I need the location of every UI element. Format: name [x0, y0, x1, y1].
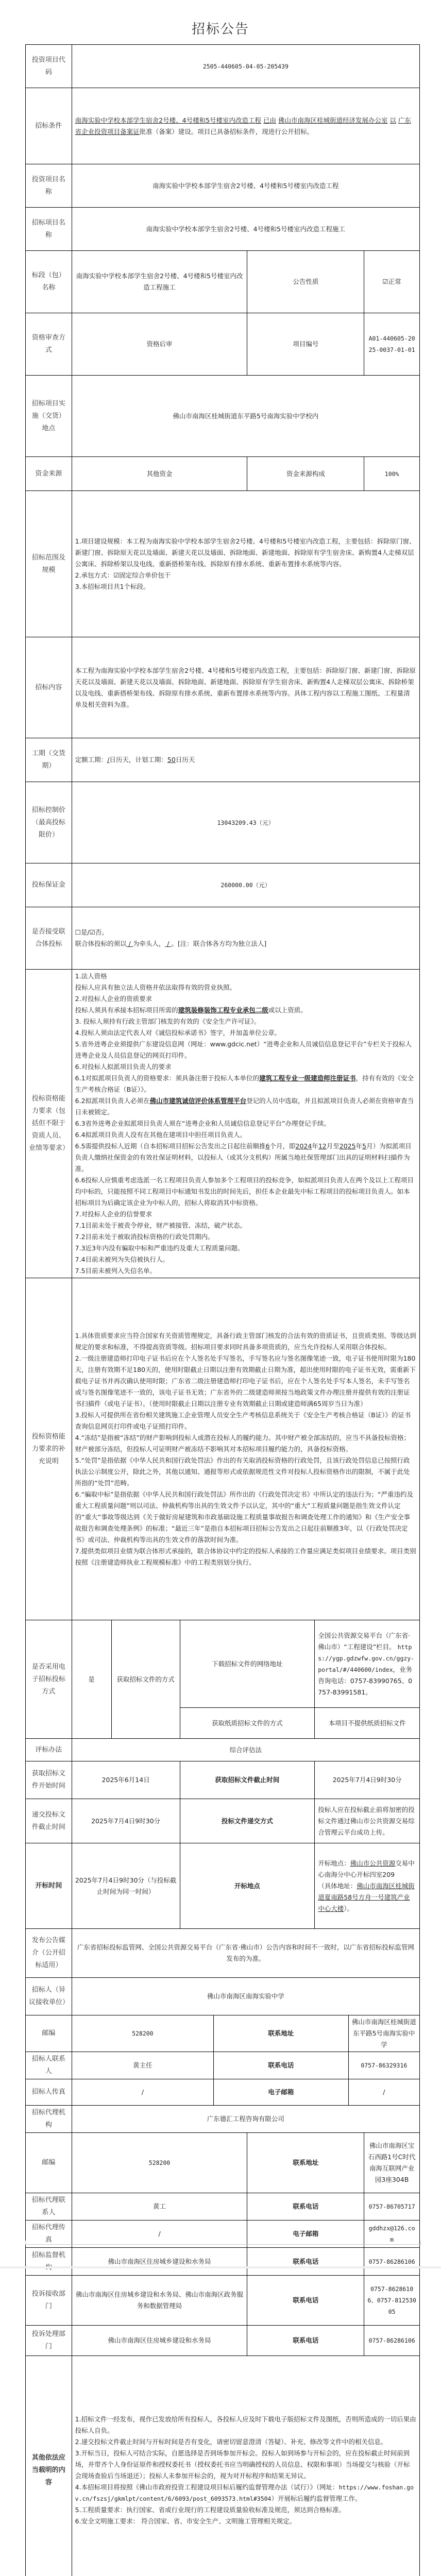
- label-complaint-receive: 投诉接收部门: [26, 2276, 72, 2326]
- agency-contact-value: 黄工: [72, 2193, 247, 2221]
- scope-line: 3.本招标项目共1个标段。: [75, 581, 416, 592]
- row-funding: [26, 457, 420, 491]
- row-consortium: [26, 907, 420, 970]
- label-agency-fax: 招标代理传真: [26, 2221, 72, 2248]
- conditions-tail: 批准（备案）建设。项目已具备招标条件，现进行公开招标。: [140, 128, 314, 135]
- label-deposit: 投标保证金: [26, 863, 72, 907]
- agency-postcode-value: 528200: [72, 2133, 247, 2193]
- opening-place-value: 开标地点：佛山市公共资源交易中心南海分中心开标四室209 （具体地址：佛山市南海区桂城街道夏南路58号方舟一号建筑产业中心大楼）。: [315, 1843, 420, 1929]
- other-line: 3.开标当日，投标人可结合实际，自愿选择是否到场参加开标会。投标人如到场参与开标会的，应在投标截止时间前到场，并带齐个人身份证原件和授权委托书（授权委托书应当明确授权的人员信息、权限和事项）当场提交与核验（开标会现场查验后当场退还）；投标人未参加开标会的，视为对开标程序和结果无异议。: [75, 2448, 416, 2482]
- other-line: 2.递交投标文件截止时间与开标时间是否有变化，请密切留意澄清（答疑）、补充、修改等文件中的相关信息。: [75, 2436, 416, 2448]
- obtain-deadline-value: 2025年7月4日9时30分: [315, 1761, 420, 1799]
- eligibility-line: 5.省外进粤企业须提供广东建设信息网（网址：www.gdcic.net）“进粤企业和人员诚信信息登记平台”专栏关于投标人进粤企业及人员信息登记的网页打印件。: [75, 1039, 416, 1061]
- label-submit-method: 投标文件递交方式: [180, 1799, 315, 1843]
- other-line: 4.本招标项目将按照《佛山市政府投资工程建设项目标后履约监督管理办法（试行）》（网址：https://www.foshan.gov.cn/fszsj/gkmlpt/content/6/6093/post_6093573.html#3504）开展标后履约监督管理工作。: [75, 2482, 416, 2504]
- location-value: 佛山市南海区桂城街道东平路5号南海实验中学校内: [72, 376, 419, 457]
- row-tenderer: [26, 1978, 420, 2015]
- media-value: 广东省招标投标监管网、全国公共资源交易平台（广东省·佛山市）公告内容和时间不一致时，以广东省招标投标监管网发布的为准。: [72, 1929, 419, 1978]
- label-project-number: 项目编号: [247, 313, 364, 376]
- row-agency: [26, 2106, 420, 2133]
- other-line: 1.招标文件一经发布，视作已发放给所有投标人，各投标人应及时下载电子版招标文件及图纸，否则所造成的一切后果由投标人自负。: [75, 2414, 416, 2436]
- label-supervisor: 招标监督机: [26, 2248, 72, 2276]
- scope-line: 1.项目建设规模：本工程为南海实验中学校本部学生宿舍2号楼、4号楼和5号楼室内改造工程，主要包括：拆除原门窗、新建门窗、拆除原天花以及墙面、新建天花以及墙面、拆除地面、新建地面、拆除原有学生宿舍床、新购置4人走梯双层公寓床、拆除桥架以及电线、重新搭桥架布线、拆除原有排水系统、重新布置排水系统等内容。: [75, 536, 416, 570]
- label-paper-method: 获取纸质招标文件的方式: [180, 1708, 315, 1739]
- label-notice-nature: 公告性质: [247, 251, 364, 313]
- row-qualification: [26, 313, 420, 376]
- duration-value: [72, 738, 419, 782]
- tender-notice-table: [25, 44, 420, 2576]
- duration-text: 日历天，计划工期：: [109, 756, 167, 764]
- eligibility-line: 7.5目前未被列入失信名单。: [75, 1265, 416, 1277]
- supervision-rules-link[interactable]: https://www.foshan.gov.cn/fszsj/gkmlpt/content/6/6093/post_6093573.html#3504: [75, 2484, 414, 2502]
- row-scope: [26, 491, 420, 637]
- row-submit: [26, 1799, 420, 1843]
- supplement-line: 4.“冻结”是指被“冻结”的财产影响到投标人或潜在投标人的履约能力。其中财产被全部冻结的，应当不具备投标资格；财产被部分冻结，但投标人可证明财产被冻结不影响其对本招标项目履约能力的，具备投标资格。: [75, 1432, 416, 1455]
- complaint-receive-value: 佛山市南海区住房城乡建设和水务局、佛山市南海区政务服务和数据管理局: [72, 2276, 247, 2326]
- scope-value: [72, 491, 419, 637]
- notice-nature-value: ☑正常: [364, 251, 420, 313]
- quota-days: /: [107, 756, 109, 764]
- label-opening-time: 开标时间: [26, 1843, 72, 1929]
- label-section: 标段（包）名称: [26, 251, 72, 313]
- tenderer-address-value: 佛山市南海区桂城街道东平路5号南海实验中学: [348, 2015, 419, 2052]
- submit-method-value: 投标人应在投标截止前将加密的投标文件通过佛山市公共资源交易综合管理云平台成功上传。: [315, 1799, 420, 1843]
- funding-value: 其他资金: [72, 457, 247, 491]
- label-download-url: 下载招标文件的网络地址: [180, 1620, 315, 1708]
- complaint-handle-phone-value: 0757-86286106: [364, 2326, 420, 2356]
- agency-phone-value: 0757-86705717: [364, 2193, 420, 2221]
- label-tenderer: 招标人（异议接收单位）: [26, 1978, 72, 2015]
- row-other: [26, 2356, 420, 2576]
- tender-name-value: 南海实验中学校本部学生宿舍2号楼、4号楼和5号楼室内改造工程施工: [72, 208, 419, 251]
- eligibility-line: 7.4目前未被列为失信被执行人。: [75, 1254, 416, 1265]
- label-tenderer-phone: 联系电话: [214, 2052, 349, 2079]
- tenderer-value: 佛山市南海区南海实验中学: [72, 1978, 419, 2015]
- content-value: 本工程为南海实验中学校本部学生宿舍2号楼、4号楼和5号楼室内改造工程，主要包括：拆除原门窗、新建门窗、拆除原天花以及墙面、新建天花以及墙面、拆除地面、新建地面、拆除原有学生宿舍床、新购置4人走梯双层公寓床、拆除桥架以及电线、重新搭桥架布线、拆除原有排水系统、重新布置排水系统等内容。具体工程内容以工程施工图纸、工程量清单及相关资料为准。: [72, 637, 419, 738]
- eligibility-line: 投标人须具有承接本招标项目所需的建筑装修装饰工程专业承包二级或以上资质。: [75, 1005, 416, 1016]
- label-opening-place: 开标地点: [180, 1843, 315, 1929]
- eligibility-line: 6.5需提供投标人近期（自本招标项目招标公告发出之日起往前顺推6个月，即2024年12月至2025年5月）为拟派项目负责人缴纳社保资金的有效社保证明材料，以投标人（或其分支机构）所属当地社保管理部门出具的证明材料扫描件为准。: [75, 1141, 416, 1175]
- row-deposit: [26, 863, 420, 907]
- label-eligibility: 投标资格能力要求（包括但不限于资质人员、业绩等要求）: [26, 970, 72, 1278]
- row-tenderer-contact: [26, 2052, 420, 2079]
- row-investment-code: [26, 45, 420, 88]
- eligibility-line: 7.1目前未处于被责令停业，财产被接管、冻结，破产状态。: [75, 1220, 416, 1231]
- label-funding-composition: 资金来源构成: [247, 457, 364, 491]
- row-media: [26, 1929, 420, 1978]
- page-bottom-bar: [0, 2266, 441, 2268]
- tenderer-phone-value: 0757-86329316: [348, 2052, 419, 2079]
- tenderer-contact-value: 黄主任: [72, 2052, 213, 2079]
- label-tenderer-address: 联系地址: [214, 2015, 349, 2052]
- label-media: 发布公告媒介（公开招标适用）: [26, 1929, 72, 1978]
- investment-name-value: 南海实验中学校本部学生宿舍2号楼、4号楼和5号楼室内改造工程: [72, 164, 419, 208]
- conditions-mid2: 以: [390, 116, 397, 124]
- opening-address: 佛山市南海区桂城街道夏南路58号方舟一号建筑产业中心大楼: [318, 1882, 415, 1912]
- supplement-line: 2.一级注册建造师打印电子证书后应在个人签名处手写签名，手写签名应与签名图像笔迹一致，电子证书使用时限为180天，注册有效期不足180天的，使用时限截止日期以注册有效期截止日期为准，超出使用时限的电子证书无效，需重新下载电子证书并再次确认使用时限；广东省二级注册建造师打印电子证书后，应在个人签名处手写本人签名，未手写签名或与签名图像笔迹不一致的，该电子证书无效；广东省外的二级建造师须按当地政策文件办理注册并提供有效的注册证书扫描件（或电子证书）。（使用时限截止日期以注册专业有效期截止日期或建造师满65周岁当日为准）: [75, 1353, 416, 1410]
- label-complaint-handle: 投诉处理部门: [26, 2326, 72, 2356]
- label-consortium: 是否接受联合体投标: [26, 907, 72, 970]
- tenderer-email-value: /: [348, 2079, 419, 2106]
- label-tender-name: 招标项目名称: [26, 208, 72, 251]
- eligibility-line: 7.对投标人企业的信誉要求: [75, 1209, 416, 1220]
- eligibility-line: 4.投标人须由法定代表人对《诚信投标承诺书》签字，并加盖单位公章。: [75, 1027, 416, 1039]
- credit-platform-link[interactable]: 佛山市建筑诚信评价体系管理平台: [150, 1097, 247, 1105]
- record-doc-link[interactable]: 广东省企业投资项目备案证: [75, 116, 411, 135]
- eligibility-line: 1.法人资格: [75, 971, 416, 982]
- eligibility-line: 7.2目前未处于被取消投标资格的行政处罚期内。: [75, 1231, 416, 1243]
- control-price-value: 13043209.43（元）: [72, 782, 419, 863]
- consortium-note: 联合体投标的须以 / 为牵头人， / 。[注：联合体各方均为独立法人]: [75, 938, 416, 950]
- opening-center-link: 佛山市公共资源: [350, 1859, 396, 1867]
- label-agency-address: 联系地址: [247, 2133, 364, 2193]
- eligibility-line: 投标人应具有独立法人资格并依法取得有效的营业执照。: [75, 982, 416, 993]
- scope-line: 2.承包方式：☑固定综合单价包干: [75, 570, 416, 581]
- consortium-choice: ☐是/☑否。: [75, 927, 416, 938]
- label-tenderer-email: 电子邮箱: [214, 2079, 349, 2106]
- row-agency-contact: [26, 2193, 420, 2221]
- label-obtain-method: 获取招标文件的方式: [111, 1620, 180, 1739]
- supplement-line: 5.“处罚”是指依据《中华人民共和国行政处罚法》作出的有关取消投标资格的行政处罚，且该行政处罚信息已按照行政执法公示制度公开，除此之外，其他以通知、通报等形式或依据规范性文件对投标人投标资格作出的限制，不属于此处所指的“处罚”范畴。: [75, 1455, 416, 1489]
- eligibility-line: 7.3近3年内没有骗取中标和严重违约及重大工程质量问题。: [75, 1243, 416, 1254]
- label-qualification: 资格审查方式: [26, 313, 72, 376]
- label-complaint-receive-phone: 联系电话: [247, 2276, 364, 2326]
- row-tenderer-postcode: [26, 2015, 420, 2052]
- eligibility-value: [72, 970, 419, 1278]
- label-funding: 资金来源: [26, 457, 72, 491]
- paper-method-value: 本项目不提供纸质招标文件: [315, 1708, 420, 1739]
- label-control-price: 招标控制价（最高投标限价）: [26, 782, 72, 863]
- label-submit-deadline: 递交投标文件截止时间: [26, 1799, 72, 1843]
- row-conditions: [26, 88, 420, 164]
- label-tenderer-contact: 招标人联系人: [26, 2052, 72, 2079]
- row-obtain-time: [26, 1761, 420, 1799]
- agency-value: 广东德汇工程咨询有限公司: [72, 2106, 419, 2133]
- eligibility-line: 6.2拟派项目负责人必须在佛山市建筑诚信评价体系管理平台登记的人员中选取，并且拟派项目负责人必须在资格审查当日未被锁定。: [75, 1095, 416, 1118]
- label-supplement: 投标资格能力要求的补充说明: [26, 1278, 72, 1620]
- planned-days: 50: [167, 756, 176, 764]
- duration-text: 定额工期：: [75, 756, 108, 764]
- row-content: [26, 637, 420, 738]
- row-agency-postcode: [26, 2133, 420, 2193]
- eligibility-line: 6.4拟派项目负责人没有在其他在建项目中担任项目负责人。: [75, 1129, 416, 1141]
- submit-deadline-value: 2025年7月4日9时30分: [72, 1799, 180, 1843]
- eligibility-line: 3. 投标人须持有行政主管部门核发的有效的《安全生产许可证》。: [75, 1016, 416, 1027]
- consortium-other: /: [165, 940, 171, 947]
- project-link[interactable]: 南海实验中学校本部学生宿舍2号楼、4号楼和5号楼室内改造工程: [75, 116, 261, 124]
- consortium-value: [72, 907, 419, 970]
- row-control-price: [26, 782, 420, 863]
- label-investment-name: 投资项目名称: [26, 164, 72, 208]
- complaint-receive-phone-value: 0757-86286106、0757-81253005: [364, 2276, 420, 2326]
- other-line: 5.工程质量要求：执行国家、省或行业现行的工程建设质量验收标准及规范，须达到合格标准。: [75, 2504, 416, 2516]
- label-supervisor-phone: 联系电话: [247, 2248, 364, 2276]
- tenderer-postcode-value: 528200: [72, 2015, 213, 2052]
- electronic-value: 是: [72, 1620, 111, 1739]
- row-complaint-receive: [26, 2276, 420, 2326]
- row-opening: [26, 1843, 420, 1929]
- consortium-lead: /: [127, 940, 133, 947]
- row-duration: [26, 738, 420, 782]
- label-conditions: 招标条件: [26, 88, 72, 164]
- conditions-mid1: 已由: [263, 116, 276, 124]
- investment-code-value: 2505-440605-04-05-205439: [72, 45, 419, 88]
- label-complaint-handle-phone: 联系电话: [247, 2326, 364, 2356]
- opening-time-value: 2025年7月4日9时30分（与投标截止时间为同一时间）: [72, 1843, 180, 1929]
- label-content: 招标内容: [26, 637, 72, 738]
- label-agency-phone: 联系电话: [247, 2193, 364, 2221]
- eligibility-line: 6.对投标人拟派项目负责人的要求: [75, 1061, 416, 1073]
- eligibility-line: 6.1对拟派项目负责人的资格要求：须具备注册于投标人本单位的建筑工程专业一级建造师注册证书，持有有效的《安全生产考核合格证（B证）》。: [75, 1073, 416, 1095]
- label-location: 招标项目实施（交货）地点: [26, 376, 72, 457]
- label-obtain-start: 获取招标文件开始时间: [26, 1761, 72, 1799]
- agency-email-value[interactable]: gddhzx@126.com: [364, 2221, 420, 2248]
- deposit-value: 260000.00（元）: [72, 863, 419, 907]
- download-url-link[interactable]: https://ygp.gdzwfw.gov.cn/ggzy-portal/#/440600/index: [318, 1643, 414, 1673]
- label-tenderer-fax: 招标人传真: [26, 2079, 72, 2106]
- approver-link[interactable]: 佛山市南海区桂城街道经济发展办公室: [278, 116, 388, 124]
- supplement-line: 7.提供类似项目业绩为联合体形式承接的，联合体协议中约定的投标人承接的工作量应满足类似项目业绩要求。项目类别按照《注册建造师执业工程规模标准》中的工程类别划分执行。: [75, 1546, 416, 1568]
- row-supplement: [26, 1278, 420, 1620]
- label-agency-postcode: 邮编: [26, 2133, 72, 2193]
- agency-address-value: 佛山市南海区宝石西路1号C时代南海互联网产业园3座304B: [364, 2133, 420, 2193]
- row-tenderer-fax: [26, 2079, 420, 2106]
- obtain-start-value: 2025年6月14日: [72, 1761, 180, 1799]
- label-obtain-deadline: 获取招标文件截止时间: [180, 1761, 315, 1799]
- tenderer-fax-value: /: [72, 2079, 213, 2106]
- evaluation-value: 综合评估法: [72, 1739, 419, 1761]
- page-title: 招标公告: [0, 19, 441, 38]
- conditions-value: [72, 88, 419, 164]
- project-number-value: A01-440605-2025-0037-01-01: [364, 313, 420, 376]
- label-duration: 工期（交货期）: [26, 738, 72, 782]
- row-evaluation: [26, 1739, 420, 1761]
- eligibility-line: 2.对投标人企业的资质要求: [75, 993, 416, 1005]
- agency-fax-value: /: [72, 2221, 247, 2248]
- other-line: 6.安全文明施工要求： 符合国家、省、市安全生产、文明施工管理相关规定。: [75, 2516, 416, 2527]
- supervisor-value: 佛山市南海区住房城乡建设和水务局: [72, 2248, 247, 2276]
- eligibility-line: 6.3省外进粤企业拟派项目负责人须在“进粤企业和人员诚信信息登记平台”办理登记手续。: [75, 1118, 416, 1129]
- row-investment-name: [26, 164, 420, 208]
- table-trailing-grid: [25, 2241, 421, 2245]
- row-location: [26, 376, 420, 457]
- row-eligibility: [26, 970, 420, 1278]
- row-electronic: [26, 1620, 420, 1708]
- download-url-value: 全国公共资源交易平台（广东省·佛山市）“工程建设”栏目。 https://ygp.gdzwfw.gov.cn/ggzy-portal/#/440600/index，业务咨询电话：0757-83990765、0757-83991581。: [315, 1620, 420, 1708]
- complaint-handle-value: 佛山市南海区住房城乡建设和水务局: [72, 2326, 247, 2356]
- label-scope: 招标范围及规模: [26, 491, 72, 637]
- supplement-value: [72, 1278, 419, 1620]
- qualification-value: 资格后审: [72, 313, 247, 376]
- row-supervisor: [26, 2248, 420, 2276]
- label-agency-email: 电子邮箱: [247, 2221, 364, 2248]
- supplement-line: 3.投标人可提供所在省份相关建筑施工企业管理人员安全生产考核信息系统关于《安全生产考核合格证（B证）》的证书查询信息网页打印件或电子证照打印件。: [75, 1410, 416, 1432]
- supplement-line: 1.具体资质要求应当符合国家有关资质管理规定，具备行政主管部门核发的合法有效的资质证书，且资质类别、等级达到规定的要求和标准，不得提高资质等级。招标项目要求同时具备多项资质的，应当允许投标人采用联合体投标。: [75, 1330, 416, 1353]
- required-qualification: 建筑装修装饰工程专业承包二级: [178, 1006, 268, 1014]
- row-section: [26, 251, 420, 313]
- supervisor-phone-value: 0757-86286106: [364, 2248, 420, 2276]
- label-investment-code: 投资项目代码: [26, 45, 72, 88]
- row-complaint-handle: [26, 2326, 420, 2356]
- label-agency-contact: 招标代理联系人: [26, 2193, 72, 2221]
- other-value: [72, 2356, 419, 2576]
- row-tender-name: [26, 208, 420, 251]
- supplement-line: 6.“骗取中标”是指依据《中华人民共和国行政处罚法》所作出的《行政处罚决定书》中所认定的违法行为；“严重违约及重大工程质量问题”则以司法、仲裁机构等出具的生效文件予以认定，其中的“重大”工程质量问题是指生效文件认定的“重大”事故等级达到《关于做好房屋建筑和市政基础设施工程质量事故报告和调查处理工作的通知》和《生产安全事故报告和调查处理条例》的标准；“最近三年”是指自本招标项目招标公告发出之日起往前顺推3年，以《行政处罚决定书》或司法、仲裁机构等出具的生效文件的落款时间为准。: [75, 1489, 416, 1546]
- label-electronic: 是否采用电子招标投标方式: [26, 1620, 72, 1739]
- label-other: 其他依法应当载明的内容: [26, 2356, 72, 2576]
- duration-text: 日历天: [176, 756, 195, 764]
- label-tenderer-postcode: 邮编: [26, 2015, 72, 2052]
- label-evaluation: 评标办法: [26, 1739, 72, 1761]
- required-certificate: 建筑工程专业一级建造师注册证书: [259, 1074, 356, 1082]
- funding-composition-value: 100%: [364, 457, 420, 491]
- label-agency: 招标代理机构: [26, 2106, 72, 2133]
- section-value: 南海实验中学校本部学生宿舍2号楼、4号楼和5号楼室内改造工程施工: [72, 251, 247, 313]
- eligibility-line: 6.6投标人应慎重考虑选派一名工程项目负责人参加多个工程项目的投标竞争，如拟派项目负责人在两个及以上工程项目均中标的，只能按照不同工程项目中标通知书发出的时间先后，担任本企业最先中标工程项目的投标项目负责人。如本招标项目为后确定该企业为中标人的，招标人将取消其中标资格。: [75, 1175, 416, 1209]
